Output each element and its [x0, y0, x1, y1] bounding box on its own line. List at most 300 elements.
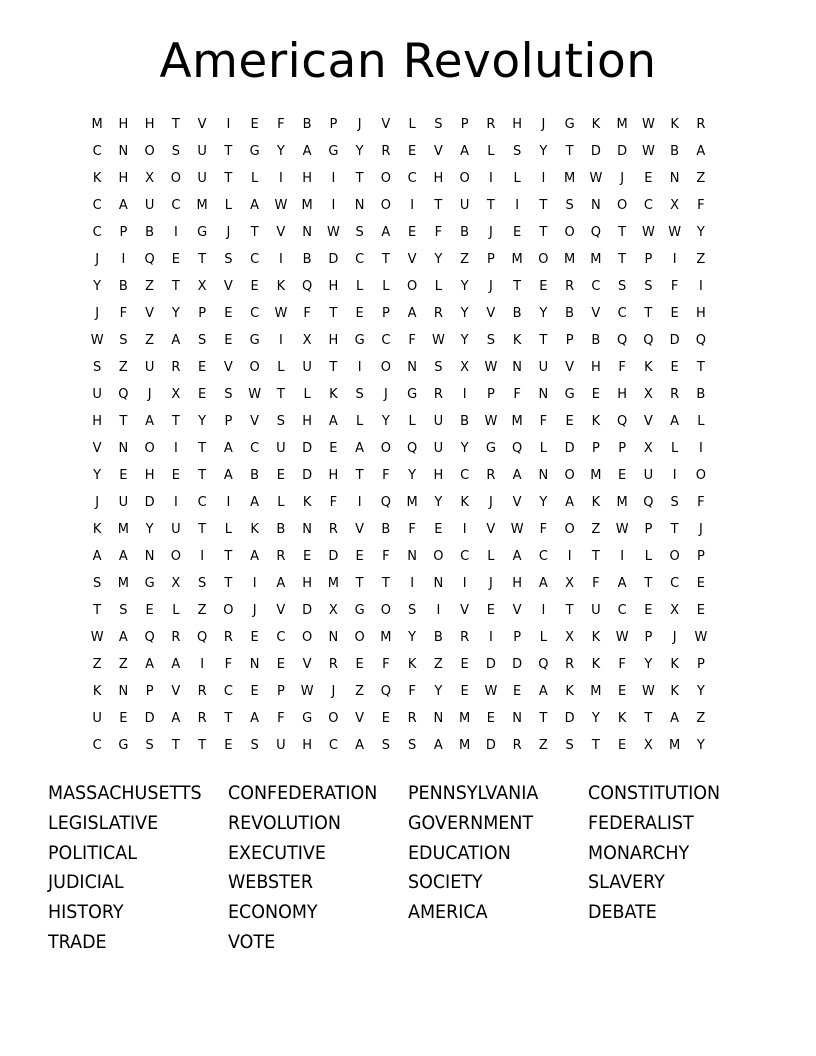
grid-letter: O [695, 468, 706, 483]
grid-letter: S [355, 225, 364, 240]
grid-letter: C [92, 198, 102, 213]
grid-letter: L [539, 630, 547, 645]
grid-letter: K [512, 333, 522, 348]
grid-letter: V [223, 279, 233, 294]
grid-letter: I [173, 495, 178, 510]
grid-letter: I [462, 387, 467, 402]
grid-letter: C [197, 495, 207, 510]
grid-letter: E [145, 603, 154, 618]
grid-letter: R [171, 630, 181, 645]
grid-row [84, 435, 740, 462]
grid-letter: T [329, 306, 338, 321]
grid-letter: E [618, 684, 627, 699]
grid-letter: T [171, 117, 180, 132]
grid-letter: H [92, 414, 103, 429]
grid-letter: P [486, 252, 495, 267]
grid-letter: T [381, 252, 390, 267]
grid-letter: T [618, 225, 627, 240]
grid-letter: N [433, 711, 444, 726]
grid-letter: Z [355, 684, 365, 699]
grid-letter: Y [539, 306, 548, 321]
grid-letter: E [644, 603, 653, 618]
grid-letter: J [488, 495, 493, 510]
grid-letter: C [250, 441, 260, 456]
grid-letter: X [643, 387, 653, 402]
grid-letter: D [302, 441, 313, 456]
grid-letter: N [591, 198, 601, 213]
grid-letter: V [197, 117, 207, 132]
grid-letter: L [356, 279, 364, 294]
grid-letter: I [462, 522, 467, 537]
grid-letter: T [591, 738, 600, 753]
grid-letter: L [697, 414, 705, 429]
grid-letter: U [459, 198, 470, 213]
grid-letter: M [511, 414, 523, 429]
grid-letter: I [462, 576, 467, 591]
grid-letter: E [696, 603, 705, 618]
grid-letter: F [277, 711, 285, 726]
grid-letter: B [696, 387, 706, 402]
grid-letter: V [460, 603, 470, 618]
grid-letter: I [278, 333, 283, 348]
grid-letter: L [303, 387, 311, 402]
grid-row [84, 489, 740, 516]
grid-letter: K [591, 414, 601, 429]
grid-letter: T [539, 198, 548, 213]
grid-letter: L [487, 549, 495, 564]
grid-letter: Q [197, 630, 208, 645]
grid-letter: O [459, 171, 470, 186]
grid-letter: J [488, 279, 493, 294]
grid-letter: W [641, 225, 655, 240]
grid-letter: N [249, 657, 260, 672]
grid-letter: L [277, 495, 285, 510]
grid-letter: T [224, 171, 233, 186]
grid-letter: F [618, 657, 626, 672]
grid-letter: D [302, 468, 313, 483]
grid-letter: B [276, 522, 286, 537]
grid-letter: Y [145, 522, 154, 537]
grid-letter: S [381, 738, 390, 753]
grid-letter: U [118, 495, 129, 510]
grid-letter: Z [591, 522, 601, 537]
grid-row [84, 165, 740, 192]
grid-letter: E [198, 360, 207, 375]
grid-letter: M [380, 630, 392, 645]
grid-letter: O [433, 549, 444, 564]
grid-letter: A [670, 414, 680, 429]
grid-letter: G [564, 387, 575, 402]
grid-letter: F [382, 657, 390, 672]
grid-letter: B [302, 117, 312, 132]
grid-letter: B [118, 279, 128, 294]
grid-letter: V [276, 603, 286, 618]
grid-letter: A [250, 711, 260, 726]
grid-letter: F [434, 225, 443, 240]
grid-letter: Q [302, 279, 313, 294]
grid-letter: Q [643, 333, 654, 348]
grid-letter: T [224, 711, 233, 726]
grid-letter: B [381, 522, 391, 537]
grid-letter: G [328, 144, 339, 159]
grid-letter: C [92, 738, 102, 753]
grid-letter: T [198, 738, 207, 753]
grid-letter: N [144, 549, 155, 564]
grid-letter: Y [93, 468, 102, 483]
grid-letter: D [564, 441, 575, 456]
grid-letter: V [355, 522, 365, 537]
grid-letter: T [171, 414, 180, 429]
grid-row [84, 327, 740, 354]
grid-row [84, 246, 740, 273]
grid-letter: I [410, 198, 415, 213]
grid-letter: P [696, 657, 705, 672]
word-bank-item: VOTE [228, 930, 276, 953]
grid-letter: F [119, 306, 128, 321]
grid-letter: E [276, 657, 285, 672]
grid-letter: X [302, 333, 312, 348]
grid-letter: O [223, 603, 234, 618]
word-bank-item: POLITICAL [48, 841, 137, 864]
word-bank-item: CONSTITUTION [588, 782, 721, 804]
grid-letter: G [144, 576, 155, 591]
grid-letter: E [224, 306, 233, 321]
grid-letter: Q [118, 387, 129, 402]
grid-letter: F [697, 198, 705, 213]
grid-letter: B [512, 306, 522, 321]
grid-letter: Q [617, 333, 628, 348]
grid-letter: O [538, 252, 549, 267]
grid-letter: E [486, 711, 495, 726]
grid-letter: V [512, 495, 522, 510]
grid-letter: P [119, 225, 128, 240]
grid-letter: E [644, 171, 653, 186]
grid-letter: O [144, 144, 155, 159]
grid-letter: Y [171, 306, 180, 321]
grid-row [84, 651, 740, 678]
grid-letter: U [144, 198, 155, 213]
grid-letter: T [565, 144, 574, 159]
grid-letter: B [145, 225, 155, 240]
grid-letter: A [118, 630, 128, 645]
grid-letter: M [196, 198, 208, 213]
grid-letter: A [118, 198, 128, 213]
grid-letter: C [591, 279, 601, 294]
grid-letter: N [118, 144, 129, 159]
grid-letter: S [145, 738, 154, 753]
grid-letter: A [223, 441, 233, 456]
grid-letter: F [670, 279, 679, 294]
grid-letter: S [670, 495, 679, 510]
grid-letter: E [119, 468, 128, 483]
grid-letter: T [329, 360, 338, 375]
grid-letter: Q [144, 252, 155, 267]
grid-letter: M [117, 522, 129, 537]
grid-letter: C [223, 684, 233, 699]
grid-letter: P [565, 333, 574, 348]
word-bank-item: HISTORY [48, 901, 124, 924]
grid-letter: A [696, 144, 706, 159]
grid-letter: T [644, 576, 653, 591]
grid-letter: S [617, 279, 627, 294]
grid-letter: A [355, 441, 365, 456]
grid-letter: F [697, 495, 705, 510]
grid-letter: Z [145, 333, 155, 348]
grid-letter: O [564, 225, 575, 240]
grid-letter: P [644, 252, 653, 267]
grid-letter: X [197, 279, 207, 294]
grid-letter: Y [460, 306, 469, 321]
grid-letter: E [224, 333, 233, 348]
grid-letter: M [590, 252, 602, 267]
grid-letter: I [488, 171, 493, 186]
grid-letter: R [381, 144, 391, 159]
grid-letter: U [538, 360, 549, 375]
grid-letter: A [302, 144, 312, 159]
grid-letter: R [565, 279, 575, 294]
grid-letter: N [538, 387, 549, 402]
grid-letter: V [643, 414, 653, 429]
grid-letter: X [670, 603, 680, 618]
grid-letter: E [618, 738, 627, 753]
grid-letter: E [171, 468, 180, 483]
grid-letter: O [302, 630, 313, 645]
grid-letter: D [328, 252, 339, 267]
grid-letter: X [145, 171, 155, 186]
grid-letter: Q [538, 657, 549, 672]
grid-letter: O [249, 360, 260, 375]
grid-letter: T [93, 603, 102, 618]
grid-letter: C [250, 252, 260, 267]
grid-letter: R [565, 657, 575, 672]
grid-letter: Y [460, 333, 469, 348]
grid-letter: R [171, 360, 181, 375]
grid-letter: G [249, 333, 260, 348]
grid-letter: A [328, 414, 338, 429]
grid-letter: L [671, 441, 679, 456]
grid-row [84, 705, 740, 732]
grid-letter: F [618, 360, 626, 375]
word-bank-item: ECONOMY [228, 901, 318, 924]
grid-letter: W [668, 225, 682, 240]
grid-letter: O [170, 549, 181, 564]
grid-letter: B [670, 144, 680, 159]
grid-letter: W [641, 117, 655, 132]
grid-letter: Z [460, 252, 470, 267]
grid-letter: R [328, 522, 338, 537]
grid-letter: N [407, 549, 417, 564]
grid-row [84, 516, 740, 543]
grid-letter: Q [144, 630, 155, 645]
grid-letter: W [484, 684, 498, 699]
grid-letter: U [92, 711, 102, 726]
grid-letter: S [565, 198, 574, 213]
grid-letter: F [408, 522, 416, 537]
grid-letter: R [433, 387, 443, 402]
grid-letter: S [407, 738, 417, 753]
grid-letter: E [513, 225, 522, 240]
grid-letter: M [616, 495, 628, 510]
grid-letter: D [302, 603, 313, 618]
grid-letter: Y [408, 630, 417, 645]
grid-letter: L [408, 414, 416, 429]
grid-letter: H [144, 468, 155, 483]
grid-letter: S [355, 387, 364, 402]
grid-letter: E [486, 603, 495, 618]
grid-letter: C [460, 468, 470, 483]
grid-letter: V [433, 144, 443, 159]
grid-letter: S [197, 333, 207, 348]
grid-letter: Z [696, 711, 706, 726]
grid-letter: Z [118, 657, 128, 672]
grid-letter: G [118, 738, 129, 753]
grid-letter: A [565, 495, 575, 510]
grid-letter: D [328, 549, 339, 564]
grid-letter: R [276, 549, 286, 564]
grid-letter: I [515, 198, 520, 213]
grid-letter: P [591, 441, 600, 456]
grid-letter: T [171, 279, 180, 294]
grid-letter: Y [539, 495, 548, 510]
grid-letter: V [250, 414, 260, 429]
grid-letter: T [198, 522, 207, 537]
word-bank-item: WEBSTER [228, 871, 313, 894]
word-bank-item: GOVERNMENT [408, 811, 534, 834]
grid-letter: I [620, 549, 625, 564]
word-bank-item: SOCIETY [408, 871, 483, 894]
grid-letter: Y [644, 657, 653, 672]
grid-letter: S [92, 360, 102, 375]
grid-letter: R [197, 684, 207, 699]
grid-letter: H [302, 171, 313, 186]
grid-letter: E [276, 468, 285, 483]
grid-letter: L [513, 171, 521, 186]
grid-letter: V [92, 441, 102, 456]
grid-letter: K [670, 684, 679, 699]
word-bank-item: AMERICA [408, 901, 488, 924]
grid-letter: H [328, 333, 339, 348]
grid-letter: I [357, 360, 362, 375]
grid-letter: P [460, 117, 469, 132]
grid-letter: M [590, 684, 602, 699]
grid-letter: R [197, 711, 207, 726]
grid-letter: I [200, 549, 205, 564]
grid-letter: A [512, 549, 522, 564]
word-bank-item: DEBATE [588, 901, 657, 924]
grid-letter: D [564, 711, 575, 726]
grid-letter: G [302, 711, 313, 726]
grid-letter: G [354, 603, 365, 618]
grid-row [84, 219, 740, 246]
grid-letter: D [485, 738, 496, 753]
grid-letter: C [355, 252, 365, 267]
grid-letter: A [171, 333, 181, 348]
grid-letter: T [224, 549, 233, 564]
grid-letter: I [672, 468, 677, 483]
grid-letter: X [643, 738, 653, 753]
grid-letter: T [539, 333, 548, 348]
grid-letter: C [617, 306, 627, 321]
grid-letter: O [564, 468, 575, 483]
grid-letter: A [145, 414, 155, 429]
grid-row [84, 543, 740, 570]
grid-letter: A [250, 495, 260, 510]
word-bank-item: LEGISLATIVE [48, 811, 159, 834]
grid-letter: I [410, 576, 415, 591]
grid-letter: N [118, 441, 129, 456]
grid-letter: C [643, 198, 653, 213]
grid-letter: O [380, 198, 391, 213]
grid-letter: T [513, 279, 522, 294]
grid-letter: Z [696, 171, 706, 186]
grid-letter: C [381, 333, 391, 348]
grid-letter: O [617, 198, 628, 213]
grid-letter: S [119, 603, 128, 618]
grid-letter: H [512, 576, 523, 591]
grid-letter: V [223, 360, 233, 375]
grid-letter: Y [696, 738, 705, 753]
grid-letter: P [145, 684, 154, 699]
grid-letter: P [329, 117, 338, 132]
grid-letter: H [433, 171, 444, 186]
grid-letter: Z [118, 360, 128, 375]
grid-letter: K [591, 630, 601, 645]
word-bank-item: CONFEDERATION [228, 782, 378, 804]
grid-letter: U [433, 441, 444, 456]
grid-letter: V [407, 252, 417, 267]
grid-letter: A [355, 738, 365, 753]
grid-letter: E [250, 684, 259, 699]
grid-letter: T [198, 468, 207, 483]
grid-letter: R [512, 738, 522, 753]
grid-letter: K [670, 117, 679, 132]
grid-letter: K [460, 495, 469, 510]
grid-letter: I [698, 441, 703, 456]
grid-row [84, 597, 740, 624]
grid-letter: H [695, 306, 706, 321]
grid-letter: U [197, 144, 207, 159]
grid-letter: V [512, 603, 522, 618]
grid-letter: P [644, 630, 653, 645]
word-bank-item: MASSACHUSETTS [48, 782, 202, 804]
grid-letter: R [460, 630, 470, 645]
grid-letter: N [512, 711, 522, 726]
grid-letter: E [513, 684, 522, 699]
grid-letter: X [643, 441, 653, 456]
grid-letter: Z [538, 738, 548, 753]
grid-row [84, 354, 740, 381]
grid-letter: D [485, 657, 496, 672]
grid-letter: W [641, 144, 655, 159]
grid-letter: Y [355, 144, 364, 159]
grid-letter: T [539, 711, 548, 726]
grid-letter: E [696, 576, 705, 591]
grid-letter: O [328, 711, 339, 726]
grid-letter: O [380, 603, 391, 618]
grid-letter: V [486, 306, 496, 321]
grid-letter: I [331, 171, 336, 186]
grid-letter: Y [381, 414, 390, 429]
grid-letter: C [92, 144, 102, 159]
grid-letter: H [617, 387, 628, 402]
grid-letter: J [331, 684, 336, 699]
grid-letter: J [488, 225, 493, 240]
grid-letter: P [644, 522, 653, 537]
grid-letter: D [512, 657, 523, 672]
grid-letter: W [90, 333, 104, 348]
grid-letter: L [434, 279, 442, 294]
grid-letter: F [382, 468, 390, 483]
